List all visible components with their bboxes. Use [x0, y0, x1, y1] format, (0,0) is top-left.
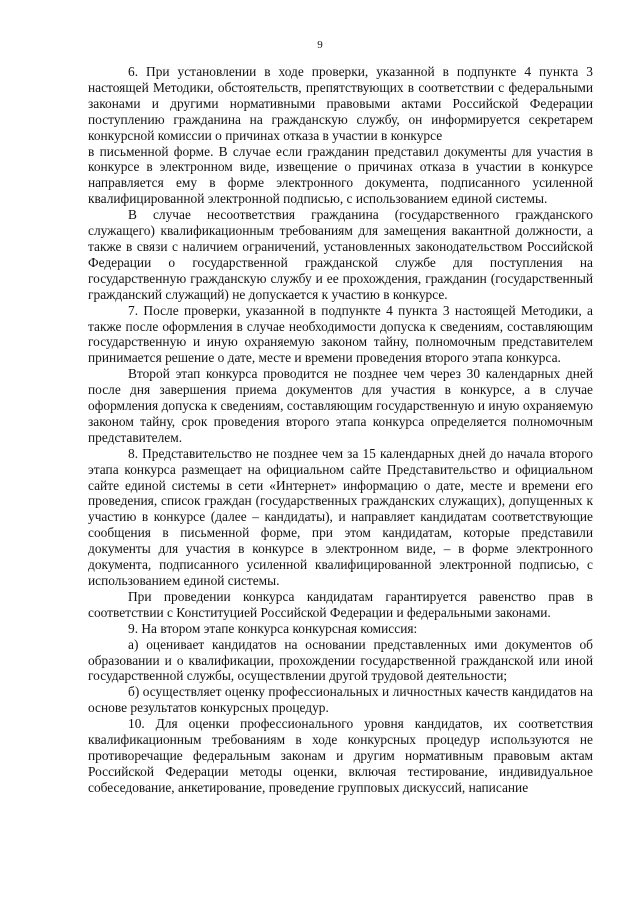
- paragraph: а) оценивает кандидатов на основании представленных ими документов об образовании и о квалификации, прохождении государственной гражданской или иной государственной службы, осуществлении другой трудовой деятельности;: [88, 636, 593, 684]
- paragraph: 6. При установлении в ходе проверки, указанной в подпункте 4 пункта 3 настоящей Методики, обстоятельств, препятствующих в соответствии с федеральными законами и другими нормативными правовыми актами Российской Федерации поступлению гражданина на гражданскую службу, он информируется секретарем конкурсной комиссии о причинах отказа в участии в конкурсе: [88, 64, 593, 143]
- document-body: [88, 64, 593, 796]
- paragraph: 9. На втором этапе конкурса конкурсная комиссия:: [128, 620, 418, 636]
- page-number: 9: [317, 39, 323, 51]
- paragraph: В случае несоответствия гражданина (государственного гражданского служащего) квалификационным требованиям для замещения вакантной должности, а также в связи с наличием ограничений, установленных законодательством Российской Федерации о государственной гражданской службе для поступления на государственную гражданскую службу и ее прохождения, гражданин (государственный гражданский служащий) не допускается к участию в конкурсе.: [88, 207, 593, 302]
- paragraph: Второй этап конкурса проводится не позднее чем через 30 календарных дней после дня завершения приема документов для участия в конкурсе, а в случае оформления допуска к сведениям, составляющим государственную и иную охраняемую законом тайну, срок проведения второго этапа конкурса определяется полномочным представителем.: [88, 366, 593, 445]
- paragraph: 10. Для оценки профессионального уровня кандидатов, их соответствия квалификационным требованиям в ходе конкурсных процедур используются не противоречащие федеральным законам и другим нормативным правовым актам Российской Федерации методы оценки, включая тестирование, индивидуальное собеседование, анкетирование, проведение групповых дискуссий, написание: [88, 716, 593, 795]
- paragraph: б) осуществляет оценку профессиональных и личностных качеств кандидатов на основе результатов конкурсных процедур.: [88, 684, 593, 716]
- paragraph: При проведении конкурса кандидатам гарантируется равенство прав в соответствии с Конституцией Российской Федерации и федеральными законами.: [88, 588, 593, 620]
- paragraph: 8. Представительство не позднее чем за 15 календарных дней до начала второго этапа конкурса размещает на официальном сайте Представительство и официальном сайте единой системы в сети «Интернет» информацию о дате, месте и времени его проведения, список граждан (государственных гражданских служащих), допущенных к участию в конкурсе (далее – кандидаты), и направляет кандидатам соответствующие сообщения в письменной форме, при этом кандидатам, которые представили документы для участия в конкурсе в электронном виде, – в форме электронного документа, подписанного усиленной квалифицированной электронной подписью, с использованием единой системы.: [88, 445, 593, 588]
- paragraph: в письменной форме. В случае если гражданин представил документы для участия в конкурсе в электронном виде, извещение о причинах отказа в участии в конкурсе направляется ему в форме электронного документа, подписанного усиленной квалифицированной электронной подписью, с использованием единой системы.: [88, 143, 593, 207]
- paragraph: 7. После проверки, указанной в подпункте 4 пункта 3 настоящей Методики, а также после оформления в случае необходимости допуска к сведениям, составляющим государственную и иную охраняемую законом тайну, полномочным представителем принимается решение о дате, месте и времени проведения второго этапа конкурса.: [88, 302, 593, 366]
